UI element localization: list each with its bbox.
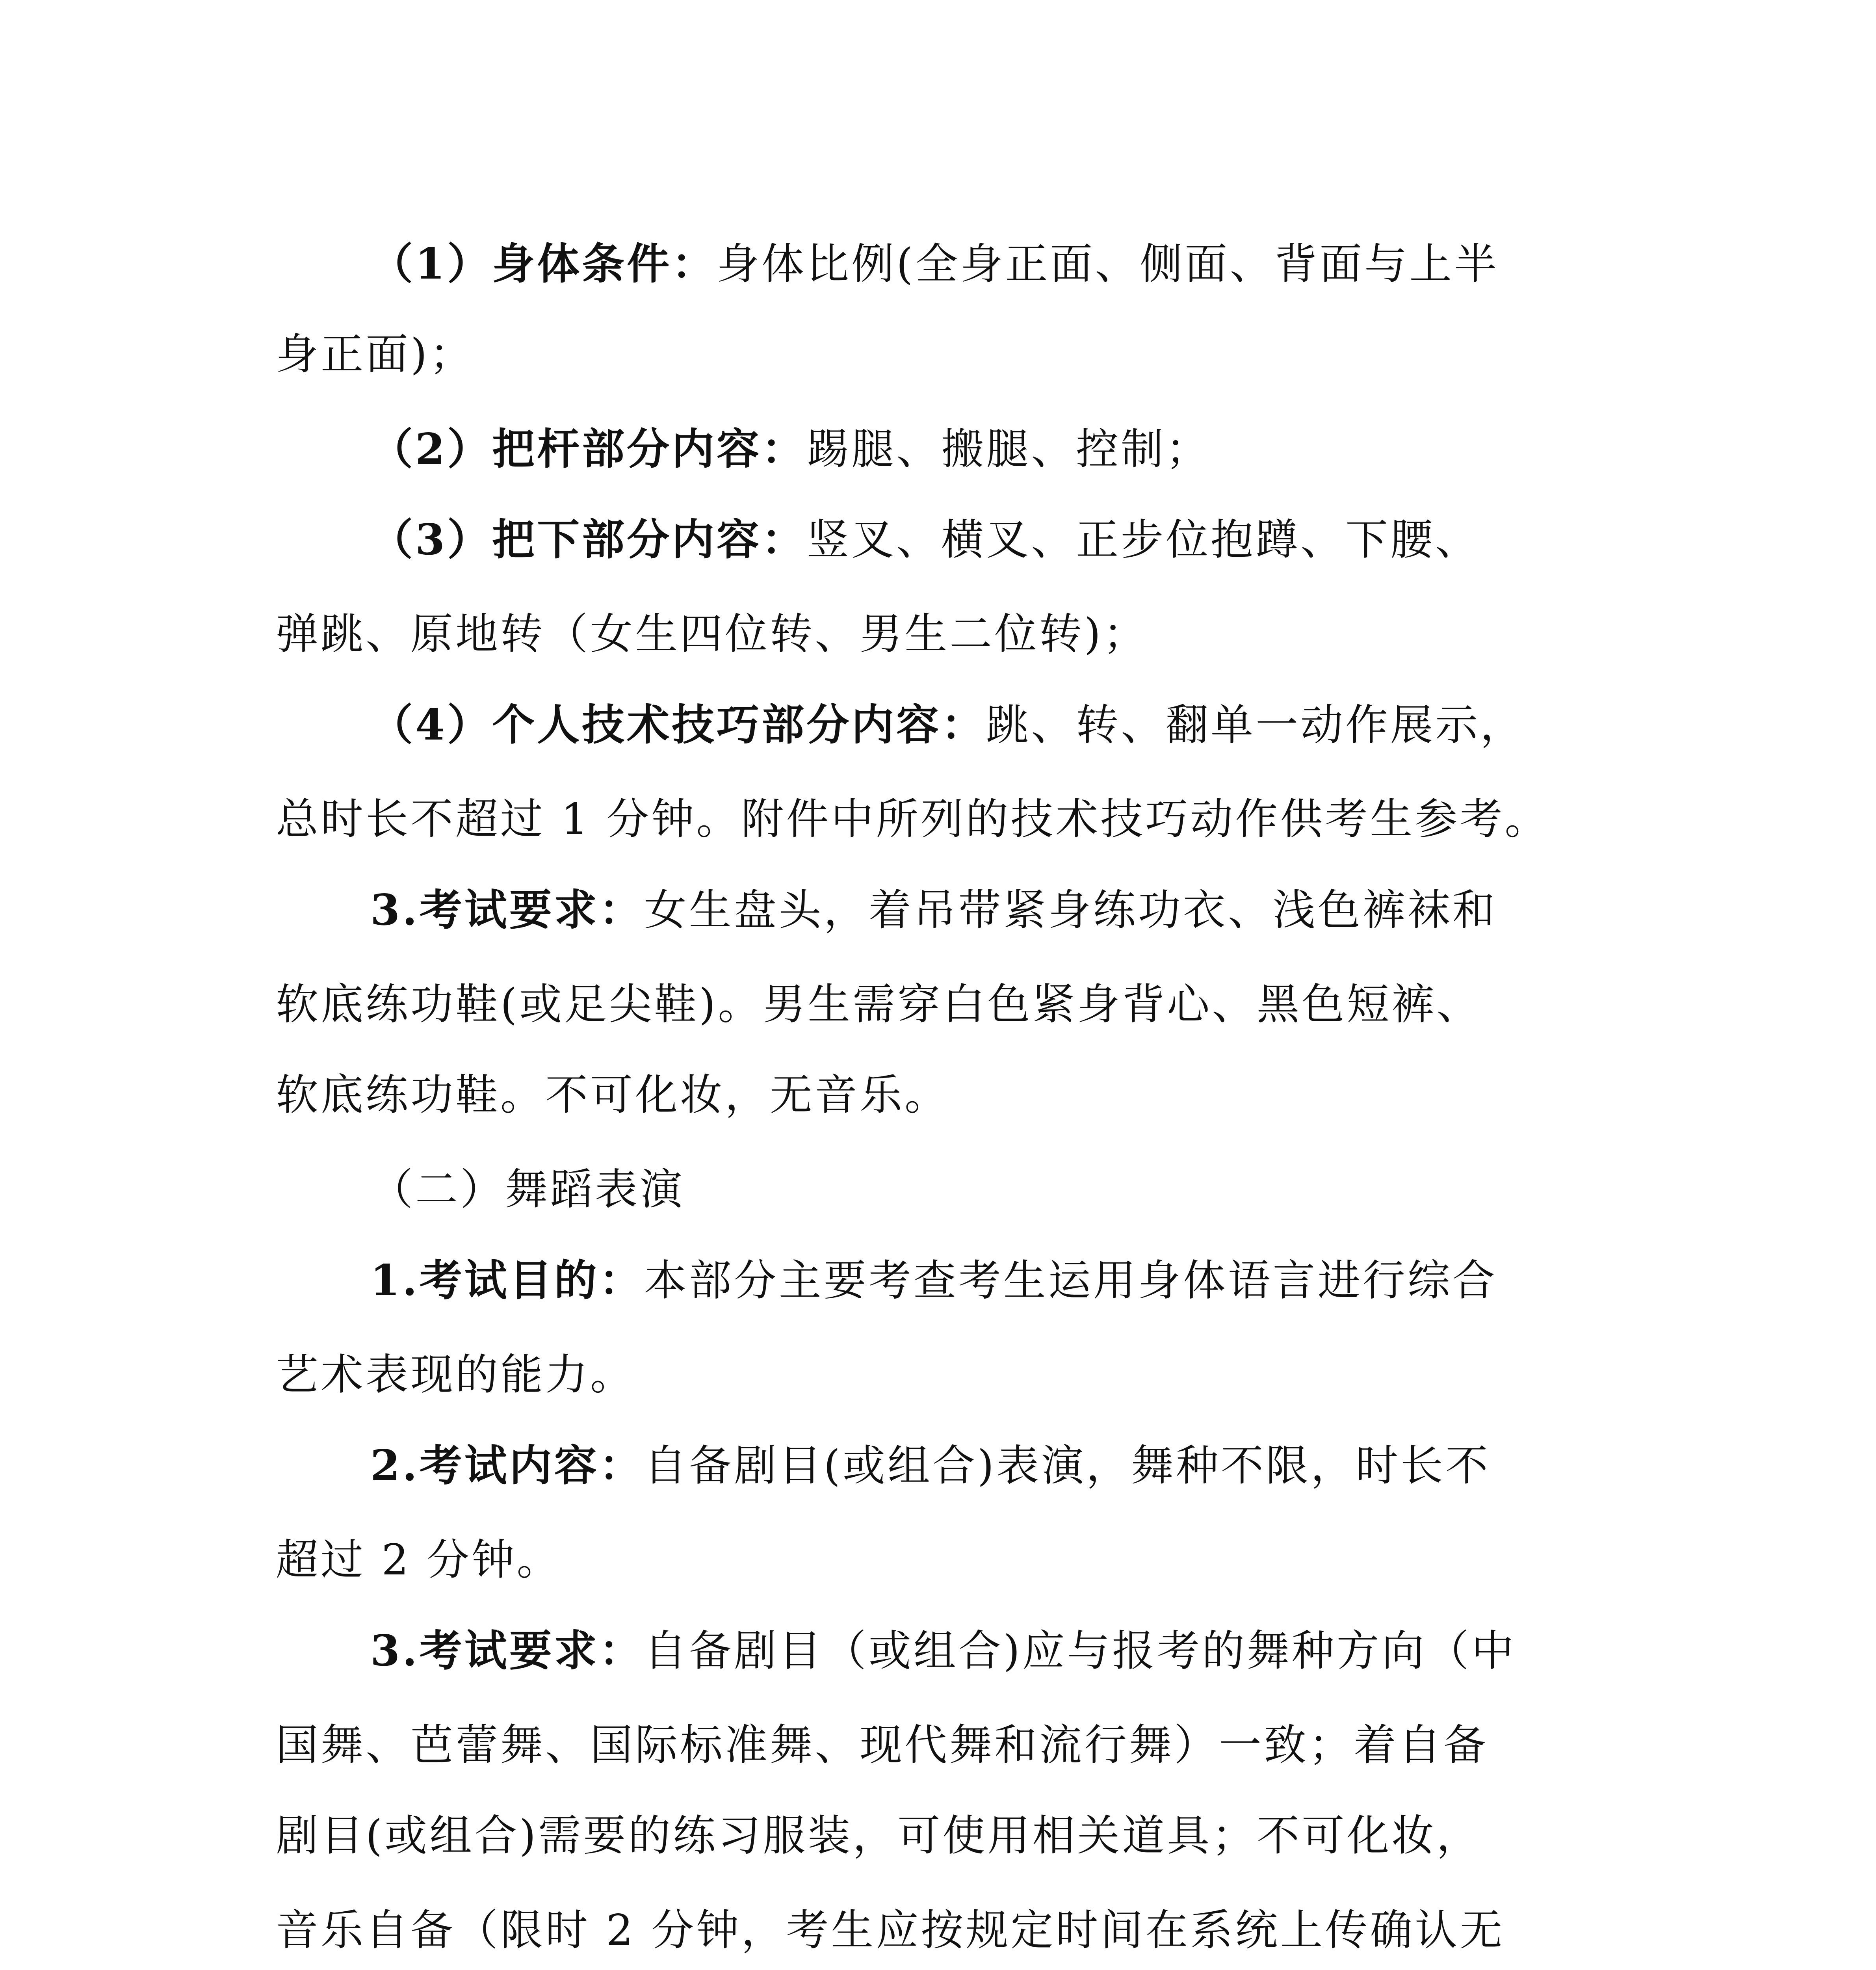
- line-text: 超过 2 分钟。: [276, 1535, 562, 1585]
- paragraph-line: [370, 1438, 1490, 1494]
- paragraph-line: [276, 1718, 1488, 1773]
- paragraph-line: [370, 236, 1499, 292]
- line-text: 女生盘头，着吊带紧身练功衣、浅色裤袜和: [644, 886, 1497, 935]
- paragraph-line: [276, 1068, 949, 1123]
- line-text: 国舞、芭蕾舞、国际标准舞、现代舞和流行舞）一致；着自备: [276, 1721, 1489, 1770]
- line-text: （二）舞蹈表演: [370, 1165, 685, 1214]
- line-text: 本部分主要考查考生运用身体语言进行综合: [644, 1256, 1497, 1305]
- item-heading: （3）把下部分内容：: [370, 515, 807, 565]
- paragraph-line: [276, 1903, 1505, 1958]
- line-text: 踢腿、搬腿、控制；: [806, 425, 1211, 474]
- paragraph-line: [276, 1533, 561, 1588]
- paragraph-line: [276, 327, 474, 382]
- section-heading: [370, 1162, 685, 1217]
- paragraph-line: [370, 1623, 1516, 1679]
- line-text: 艺术表现的能力。: [276, 1350, 635, 1399]
- paragraph-line: [370, 697, 1525, 753]
- item-heading: 2.考试内容：: [370, 1441, 644, 1491]
- line-text: 剧目(或组合)需要的练习服装，可使用相关道具；不可化妆，: [276, 1811, 1482, 1860]
- paragraph-line: [276, 792, 1549, 847]
- line-text: 自备剧目（或组合)应与报考的舞种方向（中: [644, 1626, 1516, 1676]
- paragraph-line: [276, 607, 1148, 662]
- line-text: 自备剧目(或组合)表演，舞种不限，时长不: [644, 1441, 1491, 1491]
- line-text: 跳、转、翻单一动作展示，: [986, 701, 1525, 750]
- paragraph-line: [370, 883, 1497, 938]
- paragraph-line: [370, 422, 1211, 477]
- paragraph-line: [276, 1808, 1481, 1864]
- line-text: 弹跳、原地转（女生四位转、男生二位转)；: [276, 610, 1148, 659]
- item-heading: 3.考试要求：: [370, 1626, 644, 1676]
- line-text: 软底练功鞋。不可化妆，无音乐。: [276, 1070, 950, 1120]
- item-heading: 3.考试要求：: [370, 885, 644, 935]
- line-text: 音乐自备（限时 2 分钟，考生应按规定时间在系统上传确认无: [276, 1906, 1505, 1955]
- item-heading: （2）把杆部分内容：: [370, 424, 807, 474]
- line-text: 软底练功鞋(或足尖鞋)。男生需穿白色紧身背心、黑色短裤、: [276, 980, 1482, 1029]
- item-heading: （1）身体条件：: [370, 239, 717, 289]
- item-heading: 1.考试目的：: [370, 1256, 644, 1305]
- paragraph-line: [276, 977, 1481, 1032]
- item-heading: （4）个人技术技巧部分内容：: [370, 700, 986, 750]
- paragraph-line: [370, 512, 1480, 568]
- line-text: 身体比例(全身正面、侧面、背面与上半: [717, 240, 1499, 289]
- line-text: 总时长不超过 1 分钟。附件中所列的技术技巧动作供考生参考。: [276, 795, 1550, 844]
- line-text: 竖叉、横叉、正步位抱蹲、下腰、: [806, 515, 1480, 565]
- paragraph-line: [370, 1253, 1497, 1308]
- paragraph-line: [276, 1347, 635, 1403]
- line-text: 身正面)；: [276, 330, 475, 379]
